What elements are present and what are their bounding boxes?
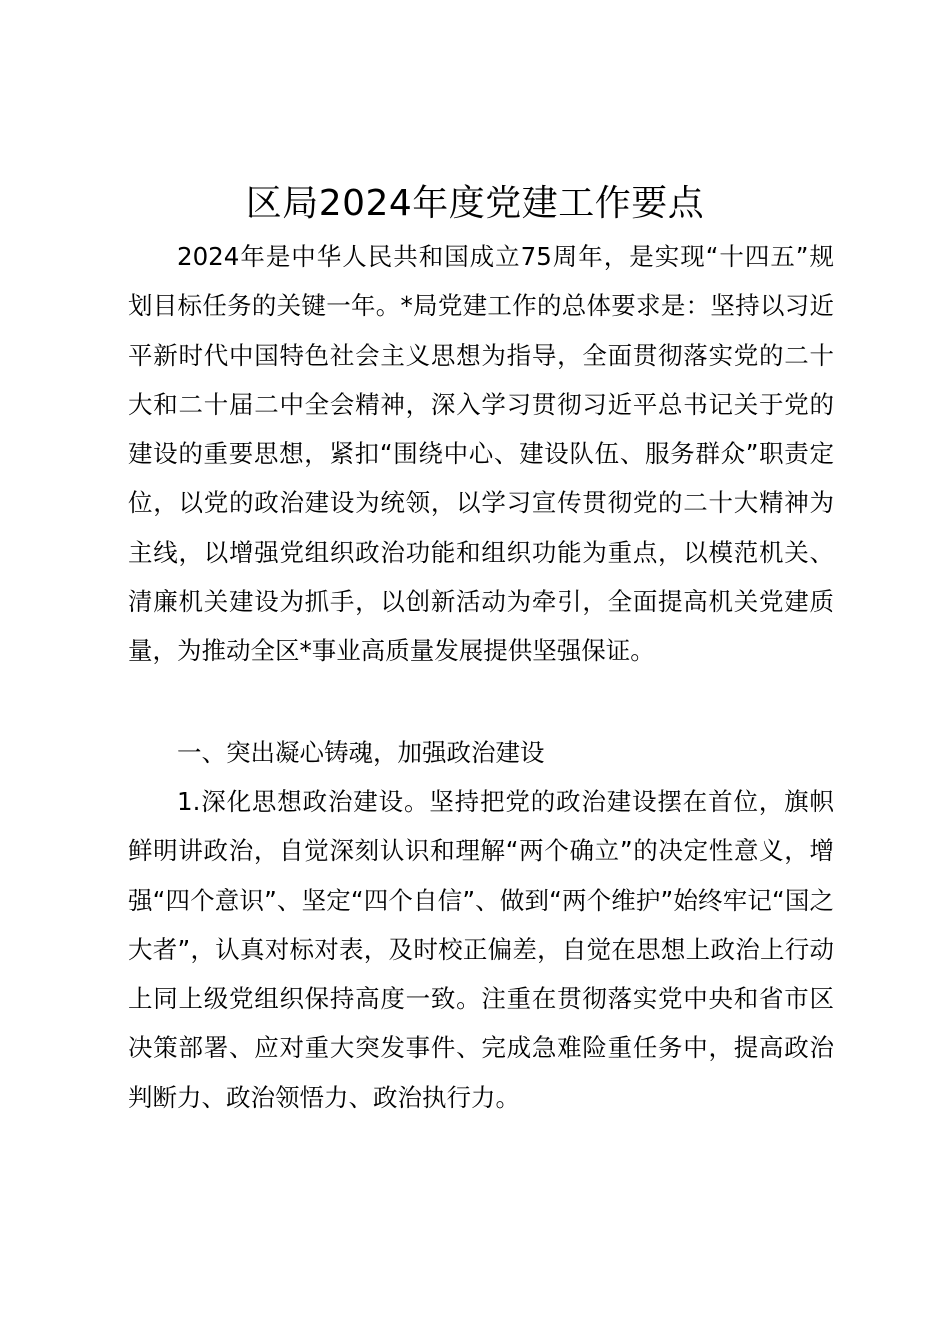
document-title: 区局2024年度党建工作要点 — [245, 183, 705, 224]
section-1-item-1: 1.深化思想政治建设。坚持把党的政治建设摆在首位，旗帜鲜明讲政治，自觉深刻认识和理解“两个确立”的决定性意义，增强“四个意识”、坚定“四个自信”、做到“两个维护”始终牢记“国之大者”，认真对标对表，及时校正偏差，自觉在思想上政治上行动上同上级党组织保持高度一致。注重在贯彻落实党中央和省市区决策部署、应对重大突发事件、完成急难险重任务中，提高政治判断力、政治领悟力、政治执行力。 — [128, 787, 834, 1112]
section-heading-1: 一、突出凝心铸魂，加强政治建设 — [177, 738, 545, 767]
intro-paragraph: 2024年是中华人民共和国成立75周年，是实现“十四五”规划目标任务的关键一年。*局党建工作的总体要求是：坚持以习近平新时代中国特色社会主义思想为指导，全面贯彻落实党的二十大和二十届二中全会精神，深入学习贯彻习近平总书记关于党的建设的重要思想，紧扣“围绕中心、建设队伍、服务群众”职责定位，以党的政治建设为统领，以学习宣传贯彻党的二十大精神为主线，以增强党组织政治功能和组织功能为重点，以模范机关、清廉机关建设为抓手，以创新活动为牵引，全面提高机关党建质量，为推动全区*事业高质量发展提供坚强保证。 — [128, 242, 834, 666]
